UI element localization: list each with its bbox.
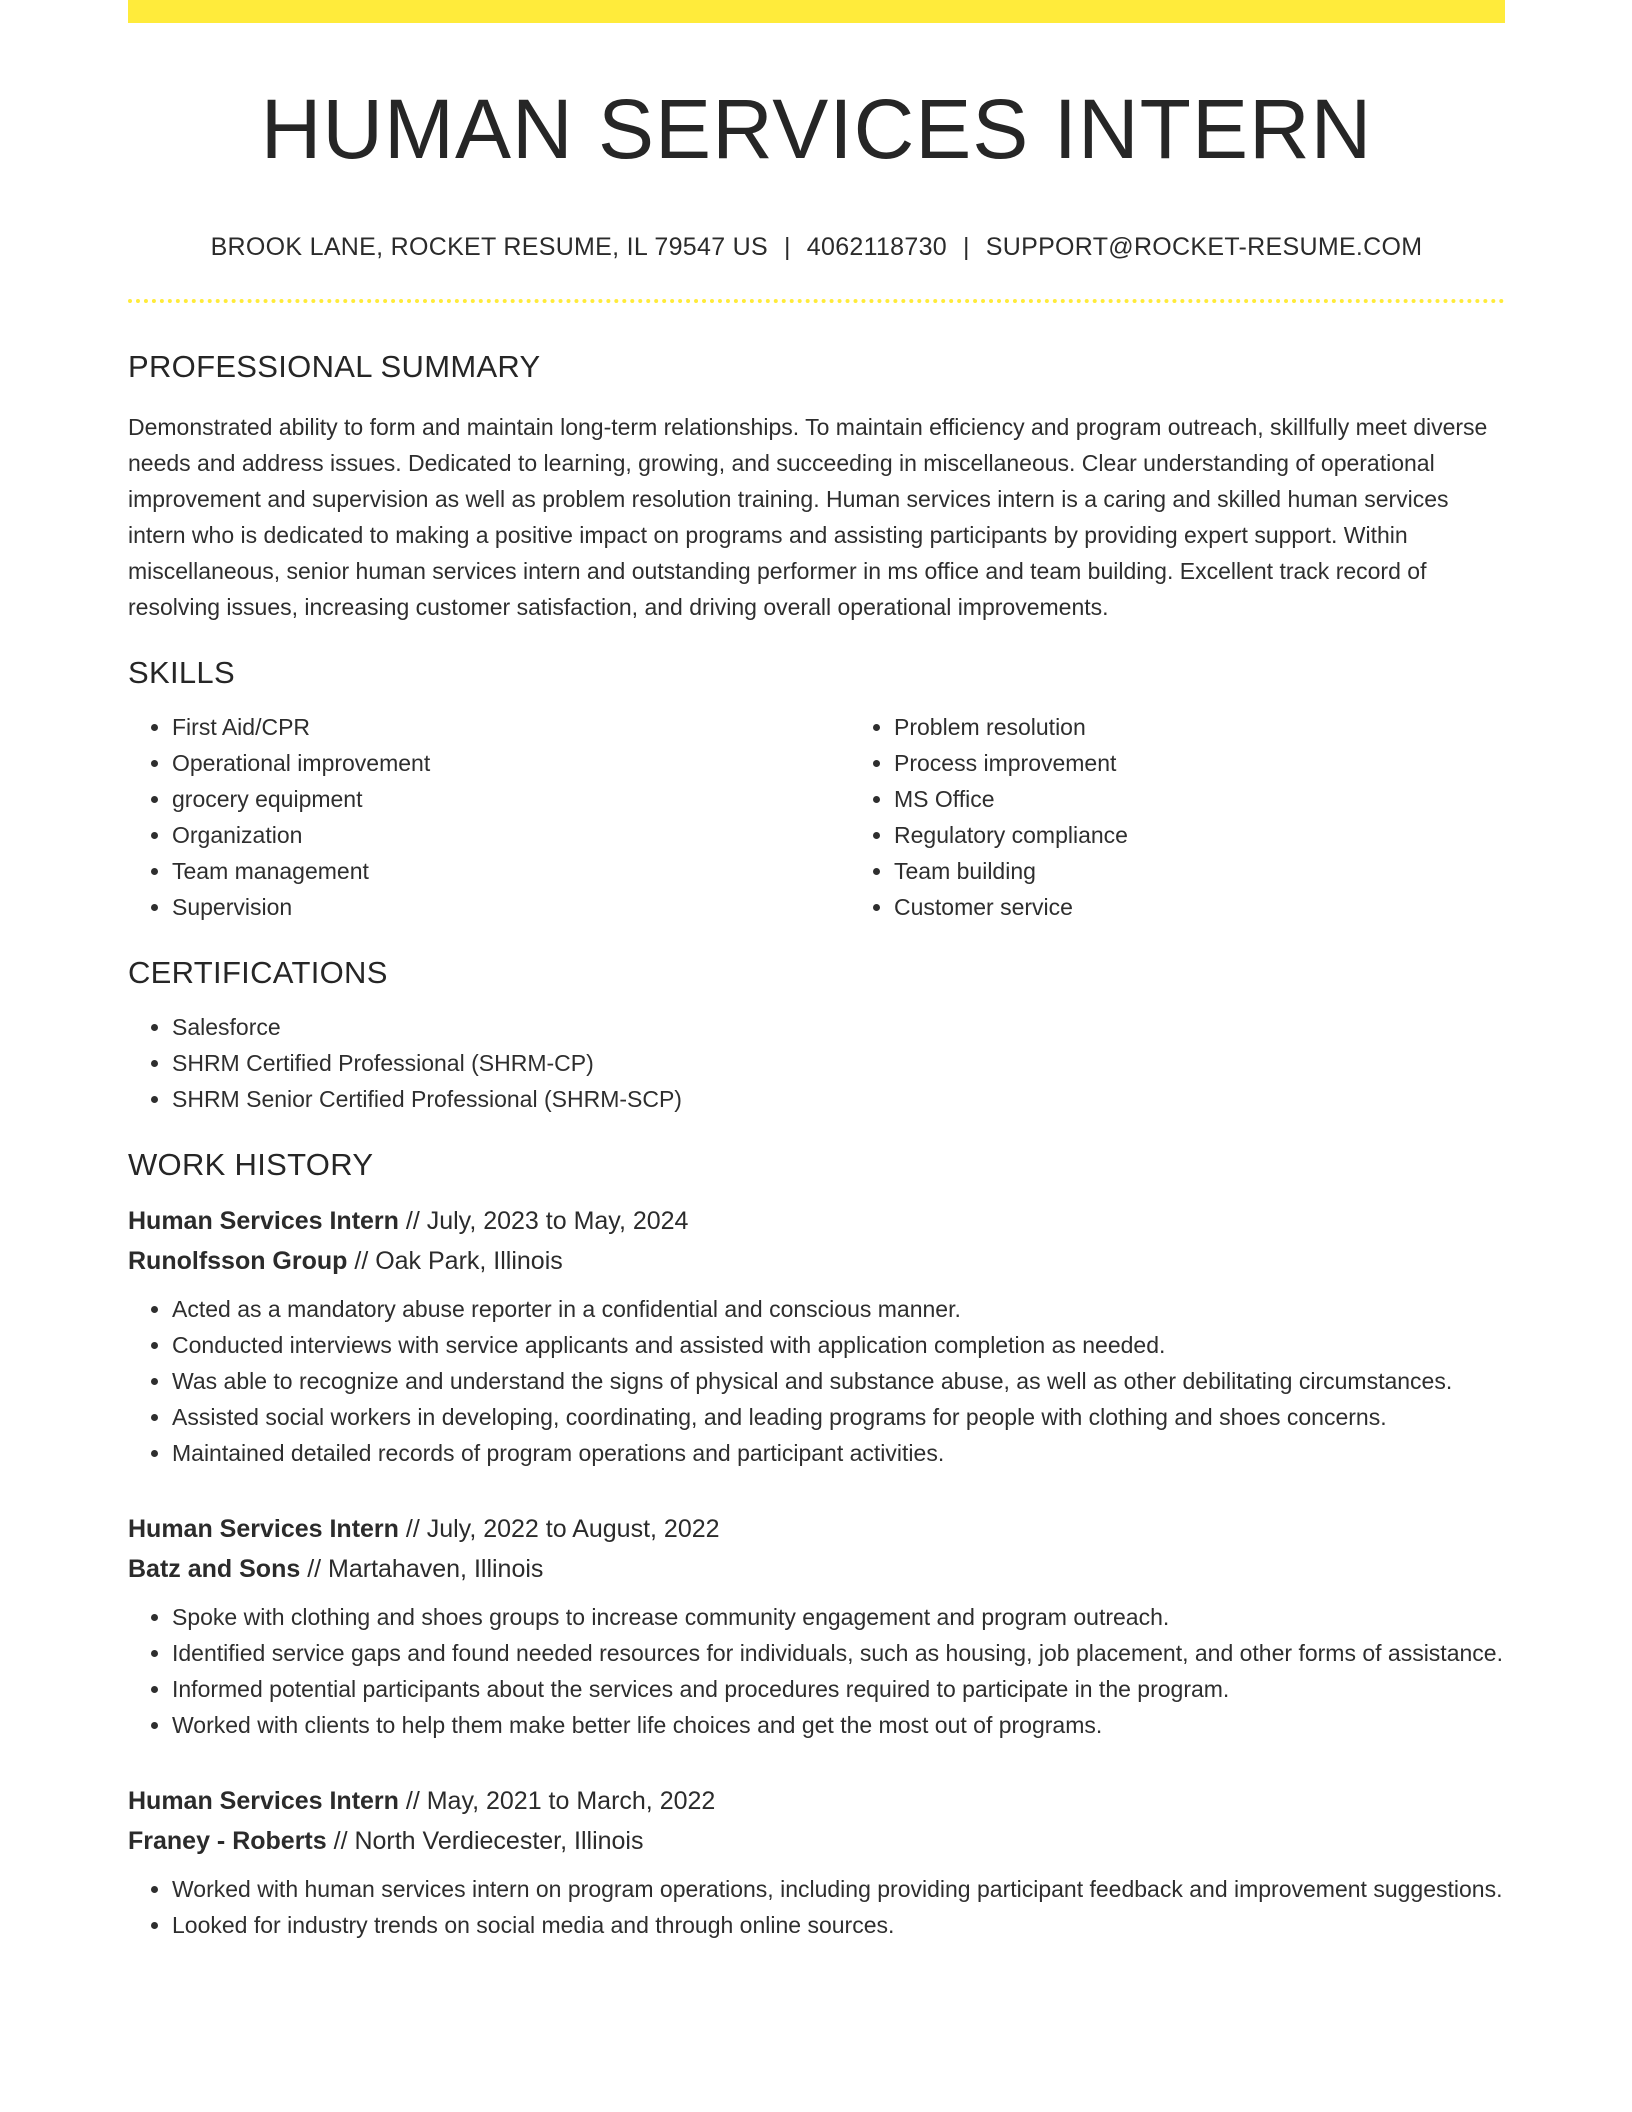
job-bullet: • Assisted social workers in developing, coordinating, and leading programs for people with clothing and shoes concerns.: [172, 1399, 1505, 1435]
job-entry: [128, 1509, 1505, 1743]
skill-item: • grocery equipment: [172, 781, 850, 817]
job-entry: [128, 1201, 1505, 1471]
dotted-divider: [128, 299, 1505, 303]
job-title-line: [128, 1509, 1505, 1549]
job-company-line: [128, 1241, 1505, 1281]
certifications-list: [128, 1009, 1505, 1117]
job-bullet: • Conducted interviews with service applicants and assisted with application completion as needed.: [172, 1327, 1505, 1363]
job-role: Human Services Intern: [128, 1207, 399, 1236]
skills-list-right: [850, 709, 1505, 925]
skill-item: • Process improvement: [894, 745, 1505, 781]
skills-grid: [128, 691, 1505, 925]
contact-email[interactable]: SUPPORT@ROCKET-RESUME.COM: [985, 233, 1423, 262]
job-bullets: [128, 1599, 1505, 1743]
job-company-line: [128, 1549, 1505, 1589]
job-bullet: • Was able to recognize and understand the signs of physical and substance abuse, as well as other debilitating circumstances.: [172, 1363, 1505, 1399]
job-bullet: • Identified service gaps and found needed resources for individuals, such as housing, job placement, and other forms of assistance.: [172, 1635, 1505, 1671]
certification-item: • SHRM Certified Professional (SHRM-CP): [172, 1045, 1505, 1081]
job-bullet: • Worked with clients to help them make better life choices and get the most out of programs.: [172, 1707, 1505, 1743]
job-bullet: • Acted as a mandatory abuse reporter in a confidential and conscious manner.: [172, 1291, 1505, 1327]
certifications-heading: CERTIFICATIONS: [128, 955, 388, 991]
job-bullet: • Spoke with clothing and shoes groups to increase community engagement and program outreach.: [172, 1599, 1505, 1635]
job-bullet: • Maintained detailed records of program operations and participant activities.: [172, 1435, 1505, 1471]
job-location: // North Verdiecester, Illinois: [326, 1827, 644, 1856]
skill-item: • Team management: [172, 853, 850, 889]
job-title-line: [128, 1781, 1505, 1821]
job-role: Human Services Intern: [128, 1787, 399, 1816]
job-company: Franey - Roberts: [128, 1827, 327, 1856]
skill-item: • Organization: [172, 817, 850, 853]
job-title-line: [128, 1201, 1505, 1241]
skills-list-left: [128, 709, 850, 925]
contact-line: [128, 233, 1505, 262]
job-dates: // May, 2021 to March, 2022: [398, 1787, 716, 1816]
accent-bar: [128, 0, 1505, 23]
job-bullet: • Informed potential participants about the services and procedures required to participate in the program.: [172, 1671, 1505, 1707]
summary-text: Demonstrated ability to form and maintain long-term relationships. To maintain efficiency and program outreach, skillfully meet diverse needs and address issues. Dedicated to learning, growing, and succeeding in miscellaneous. Clear understanding of operational improvement and supervision as well as problem resolution training. Human services intern is a caring and skilled human services intern who is dedicated to making a positive impact on programs and assisting participants by providing expert support. Within miscellaneous, senior human services intern and outstanding performer in ms office and team building. Excellent track record of resolving issues, increasing customer satisfaction, and driving overall operational improvements.: [128, 414, 1488, 621]
skills-heading: SKILLS: [128, 655, 235, 691]
skill-item: • Supervision: [172, 889, 850, 925]
contact-phone: 4062118730: [806, 233, 947, 262]
job-bullets: [128, 1871, 1505, 1943]
skill-item: • Problem resolution: [894, 709, 1505, 745]
skill-item: • Operational improvement: [172, 745, 850, 781]
certification-item: • SHRM Senior Certified Professional (SHRM-SCP): [172, 1081, 1505, 1117]
job-location: // Martahaven, Illinois: [300, 1555, 544, 1584]
job-company-line: [128, 1821, 1505, 1861]
skill-item: • MS Office: [894, 781, 1505, 817]
contact-address: BROOK LANE, ROCKET RESUME, IL 79547 US: [210, 233, 768, 262]
contact-separator: |: [962, 233, 970, 262]
contact-separator: |: [784, 233, 791, 262]
job-location: // Oak Park, Illinois: [347, 1247, 563, 1276]
skill-item: • Team building: [894, 853, 1505, 889]
skill-item: • Customer service: [894, 889, 1505, 925]
job-entry: [128, 1781, 1505, 1943]
resume-title: HUMAN SERVICES INTERN: [260, 82, 1373, 176]
skill-item: • Regulatory compliance: [894, 817, 1505, 853]
work-history-heading: WORK HISTORY: [128, 1147, 374, 1183]
job-dates: // July, 2023 to May, 2024: [398, 1207, 689, 1236]
summary-heading: PROFESSIONAL SUMMARY: [128, 349, 541, 385]
job-company: Runolfsson Group: [128, 1247, 348, 1276]
job-bullets: [128, 1291, 1505, 1471]
job-dates: // July, 2022 to August, 2022: [398, 1515, 720, 1544]
skill-item: • First Aid/CPR: [172, 709, 850, 745]
job-bullet: • Worked with human services intern on program operations, including providing participant feedback and improvement suggestions.: [172, 1871, 1505, 1907]
resume-page: [128, 0, 1505, 1943]
job-company: Batz and Sons: [128, 1555, 301, 1584]
job-role: Human Services Intern: [128, 1515, 399, 1544]
job-bullet: • Looked for industry trends on social media and through online sources.: [172, 1907, 1505, 1943]
certification-item: • Salesforce: [172, 1009, 1505, 1045]
